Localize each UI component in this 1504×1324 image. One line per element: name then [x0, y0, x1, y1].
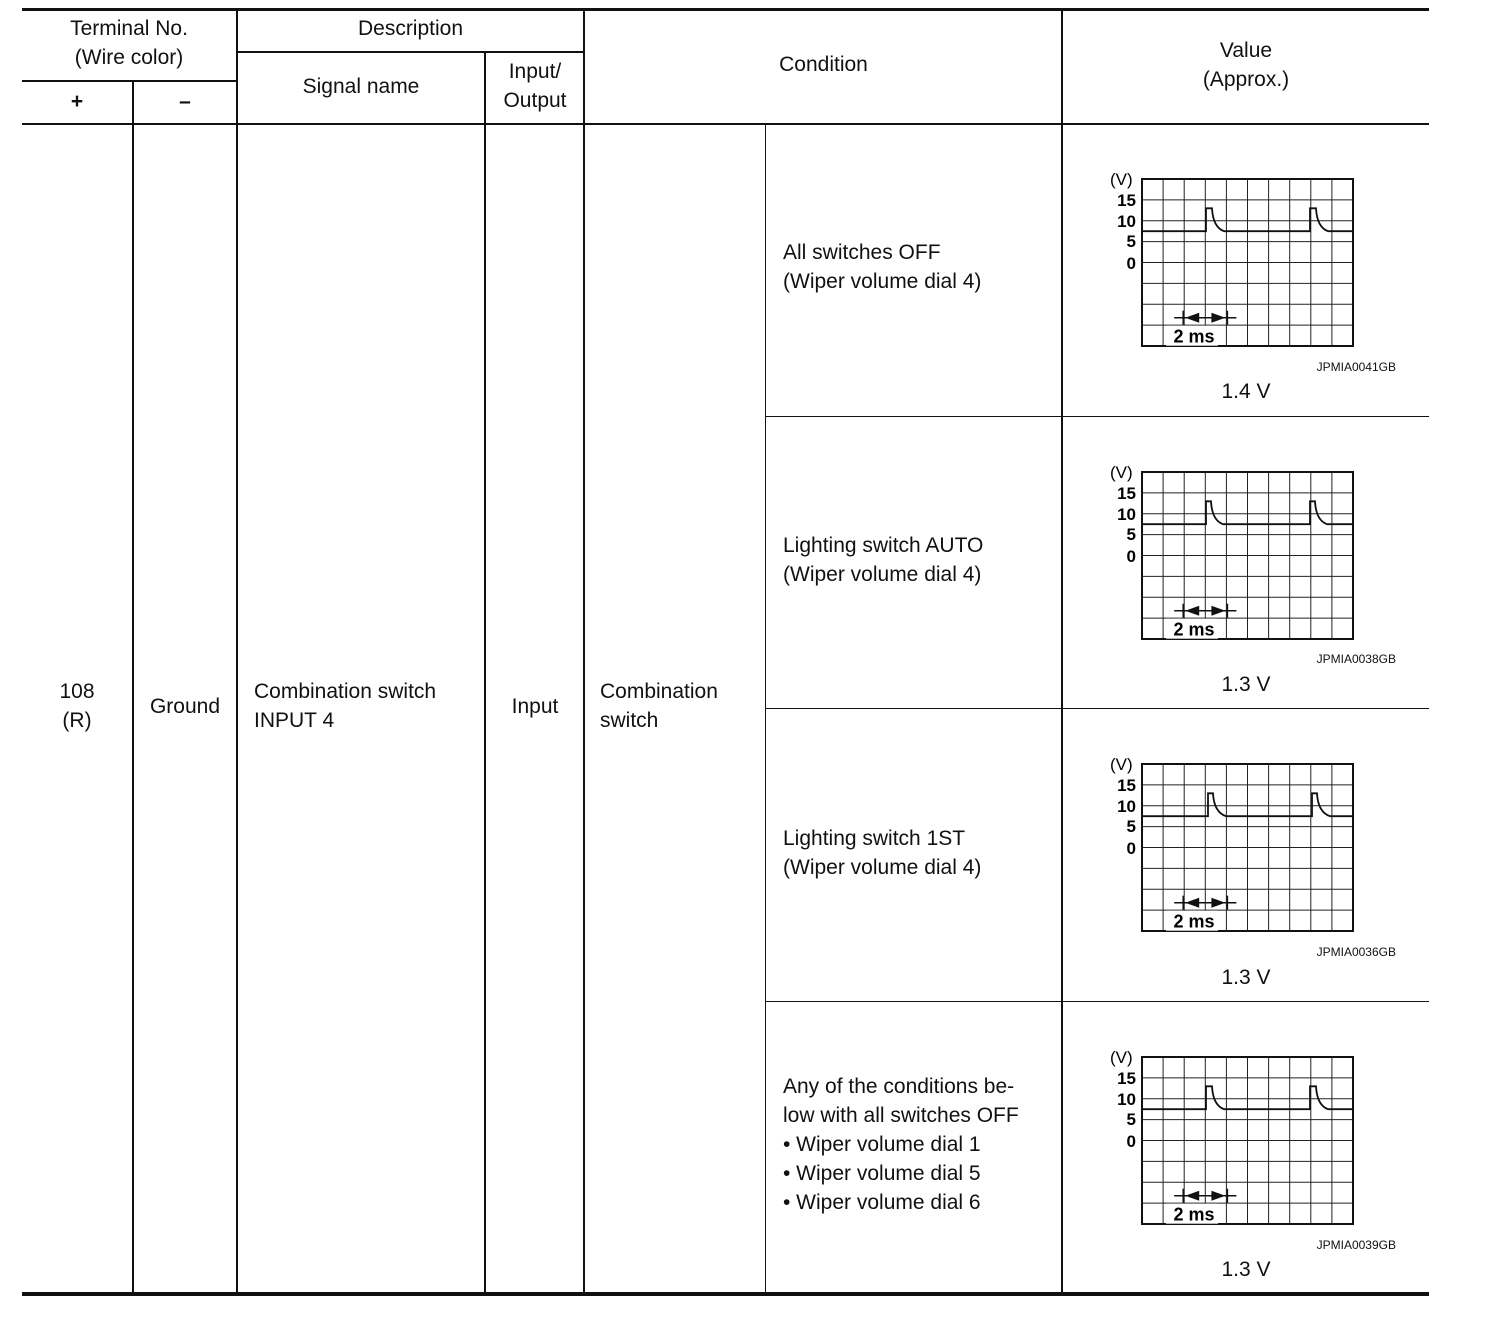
y-tick-label: 15 — [1117, 1069, 1136, 1088]
col-line-4 — [583, 10, 585, 1293]
arrow-left-icon — [1211, 898, 1225, 908]
plus-header: + — [70, 90, 84, 113]
arrow-right-icon — [1185, 898, 1199, 908]
waveform-chart-3 — [1108, 750, 1358, 945]
y-tick-label: 10 — [1117, 1090, 1136, 1109]
time-div-label: 2 ms — [1173, 619, 1215, 640]
y-unit-label: (V) — [1110, 1048, 1133, 1067]
arrow-left-icon — [1211, 606, 1225, 616]
waveform-chart-2 — [1108, 458, 1358, 653]
row-divider-1 — [766, 416, 1429, 417]
time-div-label: 2 ms — [1173, 1204, 1215, 1225]
figure-code-1: JPMIA0041GB — [1316, 360, 1396, 374]
minus-header: – — [179, 90, 191, 113]
y-tick-label: 5 — [1126, 525, 1136, 544]
col-line-1 — [132, 80, 134, 1293]
value-3: 1.3 V — [1221, 966, 1271, 989]
waveform-svg — [1108, 165, 1358, 360]
io-cell: Input — [511, 695, 559, 718]
col-line-6 — [1061, 10, 1063, 1293]
figure-code-2: JPMIA0038GB — [1316, 652, 1396, 666]
value-4: 1.3 V — [1221, 1258, 1271, 1281]
figure-code-3: JPMIA0036GB — [1316, 945, 1396, 959]
value-1: 1.4 V — [1221, 380, 1271, 403]
time-div-label: 2 ms — [1173, 326, 1215, 347]
terminal-number: 108 (R) — [59, 680, 95, 732]
description-header: Description — [357, 17, 464, 40]
y-tick-label: 0 — [1126, 839, 1136, 858]
row-divider-2 — [766, 708, 1429, 709]
waveform-chart-1 — [1108, 165, 1358, 360]
y-tick-label: 0 — [1126, 1132, 1136, 1151]
y-tick-label: 5 — [1126, 817, 1136, 836]
signal-name-header: Signal name — [302, 75, 420, 98]
col-line-2 — [236, 10, 238, 1293]
terminal-no-header: Terminal No. (Wire color) — [70, 17, 188, 69]
y-tick-label: 15 — [1117, 776, 1136, 795]
y-tick-label: 5 — [1126, 1110, 1136, 1129]
y-tick-label: 15 — [1117, 191, 1136, 210]
description-split-rule — [237, 51, 584, 53]
y-tick-label: 10 — [1117, 797, 1136, 816]
terminal-split-rule — [22, 80, 237, 82]
waveform-chart-4 — [1108, 1043, 1358, 1238]
arrow-right-icon — [1185, 313, 1199, 323]
figure-code-4: JPMIA0039GB — [1316, 1238, 1396, 1252]
value-2: 1.3 V — [1221, 673, 1271, 696]
time-div-label: 2 ms — [1173, 911, 1215, 932]
component-cell: Combination switch — [600, 680, 718, 732]
row-divider-3 — [766, 1001, 1429, 1002]
y-unit-label: (V) — [1110, 755, 1133, 774]
y-tick-label: 10 — [1117, 212, 1136, 231]
y-tick-label: 10 — [1117, 505, 1136, 524]
arrow-left-icon — [1211, 1191, 1225, 1201]
top-border — [22, 8, 1429, 11]
arrow-right-icon — [1185, 1191, 1199, 1201]
y-tick-label: 15 — [1117, 484, 1136, 503]
value-header: Value (Approx.) — [1202, 39, 1290, 91]
bottom-border — [22, 1292, 1429, 1296]
input-output-header: Input/ Output — [503, 60, 567, 112]
waveform-svg — [1108, 750, 1358, 945]
condition-2: Lighting switch AUTO (Wiper volume dial 4) — [783, 534, 984, 586]
condition-4: Any of the conditions be- low with all switches OFF • Wiper volume dial 1 • Wiper volume dial 5 • Wiper volume dial 6 — [783, 1075, 1019, 1214]
header-bottom-rule — [22, 123, 1429, 125]
y-unit-label: (V) — [1110, 170, 1133, 189]
y-tick-label: 5 — [1126, 232, 1136, 251]
col-line-3 — [484, 51, 486, 1293]
arrow-left-icon — [1211, 313, 1225, 323]
y-tick-label: 0 — [1126, 547, 1136, 566]
condition-1: All switches OFF (Wiper volume dial 4) — [783, 241, 982, 293]
y-tick-label: 0 — [1126, 254, 1136, 273]
condition-3: Lighting switch 1ST (Wiper volume dial 4) — [783, 827, 982, 879]
signal-name-cell: Combination switch INPUT 4 — [254, 680, 437, 732]
y-unit-label: (V) — [1110, 463, 1133, 482]
condition-header: Condition — [779, 53, 868, 76]
arrow-right-icon — [1185, 606, 1199, 616]
ground-cell: Ground — [149, 695, 221, 718]
waveform-svg — [1108, 458, 1358, 653]
waveform-svg — [1108, 1043, 1358, 1238]
